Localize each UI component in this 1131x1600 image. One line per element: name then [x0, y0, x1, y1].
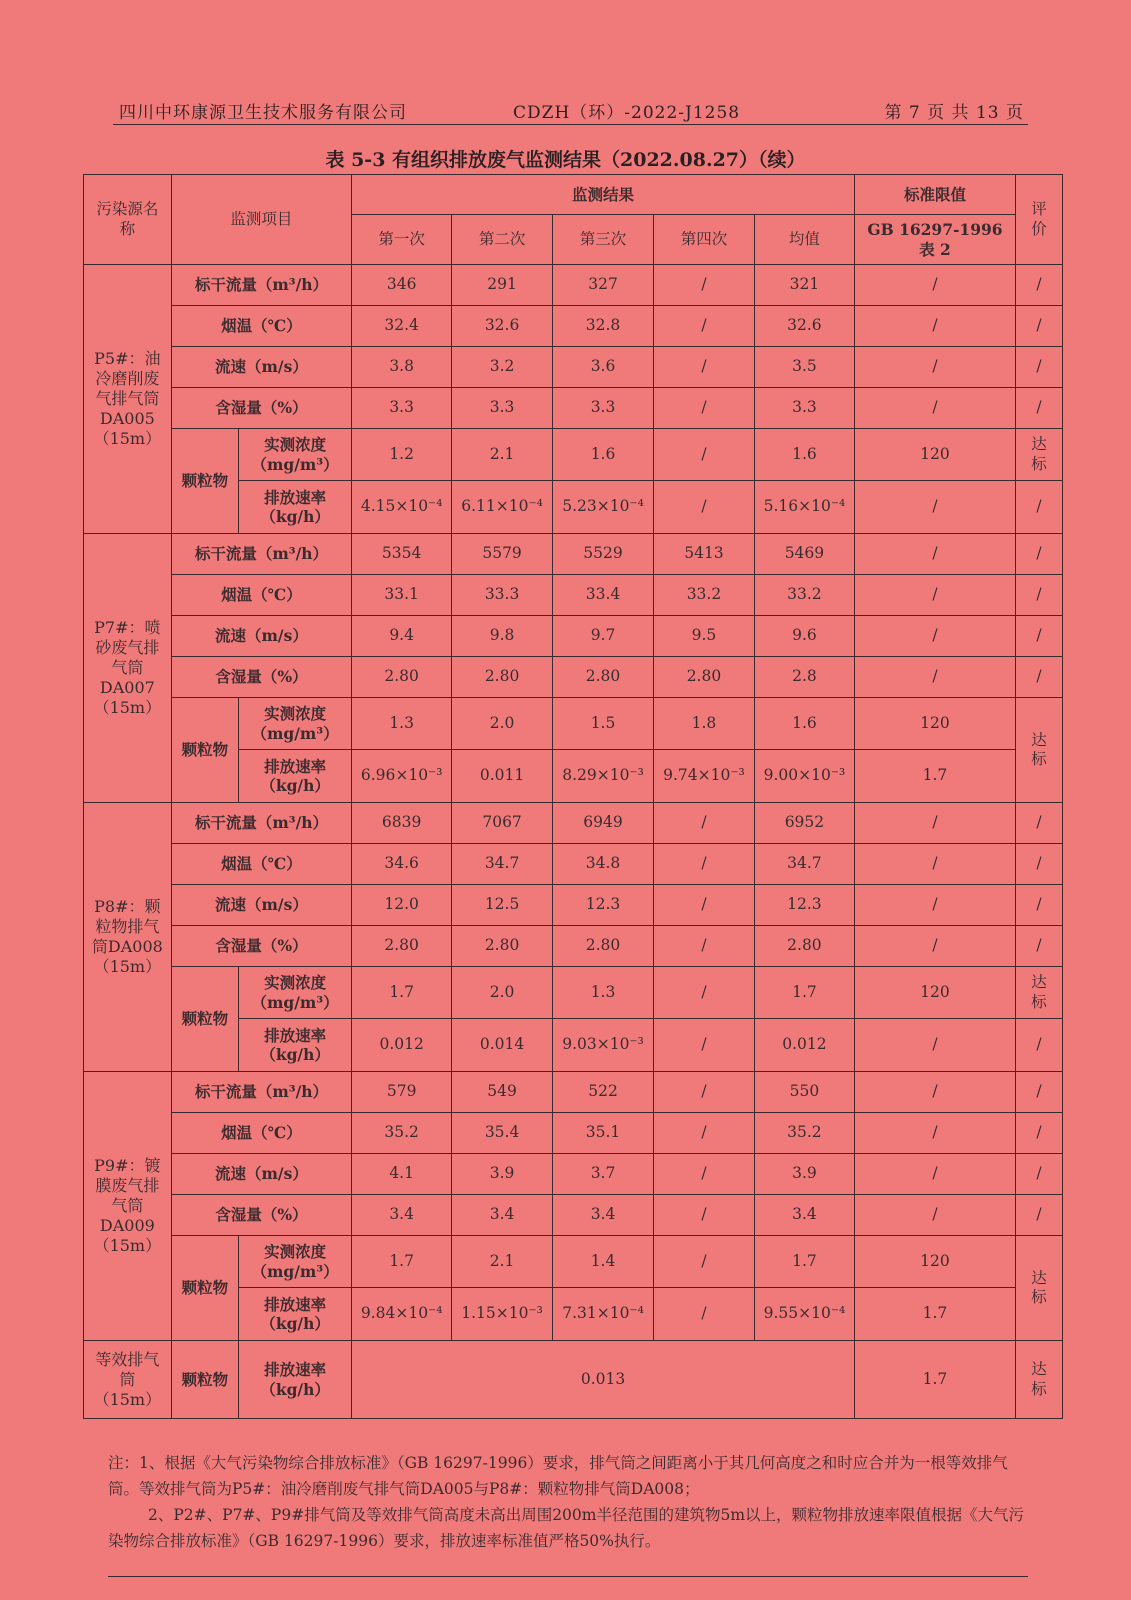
limit-value: 120 [854, 1236, 1015, 1288]
col-header-run: 第一次 [352, 215, 452, 265]
result-value: 33.1 [352, 575, 452, 616]
result-value: 32.4 [352, 306, 452, 347]
monitor-item: 烟温（℃） [171, 1113, 352, 1154]
result-value: / [653, 347, 754, 388]
result-value: 34.7 [452, 844, 553, 885]
result-value: 35.2 [754, 1113, 854, 1154]
pollutant-name: 颗粒物 [171, 698, 238, 803]
result-value: 0.011 [452, 750, 553, 803]
result-value: 327 [553, 265, 654, 306]
limit-value: / [854, 1154, 1015, 1195]
result-value: 2.80 [553, 657, 654, 698]
note-1: 注：1、根据《大气污染物综合排放标准》（GB 16297-1996）要求，排气筒之间距离小于其几何高度之和时应合并为一根等效排气筒。等效排气筒为P5#：油冷磨削废气排气筒DA005与P8#：颗粒物排气筒DA008； [108, 1454, 1008, 1498]
monitor-subitem: 排放速率（kg/h） [238, 1019, 351, 1072]
result-value: 32.6 [452, 306, 553, 347]
result-value: / [653, 306, 754, 347]
result-value: / [653, 844, 754, 885]
result-value: 2.80 [754, 926, 854, 967]
result-value: 5413 [653, 534, 754, 575]
monitor-item: 含湿量（%） [171, 657, 352, 698]
result-value: 1.7 [754, 967, 854, 1019]
result-value: / [653, 1072, 754, 1113]
result-value: 579 [352, 1072, 452, 1113]
limit-value: / [854, 1019, 1015, 1072]
monitor-item: 标干流量（m³/h） [171, 534, 352, 575]
table-row [84, 844, 1063, 885]
limit-value: / [854, 534, 1015, 575]
result-value: / [653, 803, 754, 844]
result-value: 1.6 [754, 698, 854, 750]
col-header-item: 监测项目 [171, 175, 352, 265]
limit-value: / [854, 616, 1015, 657]
result-value: / [653, 1019, 754, 1072]
result-value: 3.5 [754, 347, 854, 388]
result-value: 3.4 [452, 1195, 553, 1236]
table-row [84, 1154, 1063, 1195]
table-row [84, 1236, 1063, 1288]
result-value: 4.15×10⁻⁴ [352, 481, 452, 534]
table-row [84, 657, 1063, 698]
limit-value: / [854, 926, 1015, 967]
result-value: / [653, 1113, 754, 1154]
result-value: 9.00×10⁻³ [754, 750, 854, 803]
result-value: 2.1 [452, 1236, 553, 1288]
result-value: 3.3 [352, 388, 452, 429]
result-value: 291 [452, 265, 553, 306]
equiv-row [84, 1341, 1063, 1419]
col-header-source: 污染源名称 [84, 175, 172, 265]
result-value: 1.8 [653, 698, 754, 750]
evaluation: / [1016, 1154, 1063, 1195]
result-value: 9.7 [553, 616, 654, 657]
monitor-subitem: 排放速率（kg/h） [238, 1341, 351, 1419]
monitor-item: 烟温（℃） [171, 844, 352, 885]
source-name: P9#：镀膜废气排气筒DA009（15m） [84, 1072, 172, 1341]
result-value: 12.0 [352, 885, 452, 926]
evaluation: / [1016, 1072, 1063, 1113]
result-value: 2.80 [553, 926, 654, 967]
result-value: 33.4 [553, 575, 654, 616]
monitor-item: 含湿量（%） [171, 1195, 352, 1236]
result-value: 35.4 [452, 1113, 553, 1154]
result-value: 9.84×10⁻⁴ [352, 1288, 452, 1341]
monitor-item: 标干流量（m³/h） [171, 265, 352, 306]
result-value: 1.2 [352, 429, 452, 481]
monitor-subitem: 排放速率（kg/h） [238, 750, 351, 803]
result-value: 34.8 [553, 844, 654, 885]
monitor-subitem: 实测浓度（mg/m³） [238, 429, 351, 481]
table-row [84, 306, 1063, 347]
result-value: 3.9 [754, 1154, 854, 1195]
result-value: 34.7 [754, 844, 854, 885]
result-value: 2.8 [754, 657, 854, 698]
monitor-subitem: 排放速率（kg/h） [238, 1288, 351, 1341]
limit-value: 1.7 [854, 1288, 1015, 1341]
evaluation: / [1016, 575, 1063, 616]
result-value: 9.6 [754, 616, 854, 657]
result-value: / [653, 388, 754, 429]
result-value: 6952 [754, 803, 854, 844]
table-row [84, 534, 1063, 575]
result-value: 1.6 [553, 429, 654, 481]
evaluation: 达标 [1016, 1341, 1063, 1419]
result-value: 6.96×10⁻³ [352, 750, 452, 803]
col-header-standard: GB 16297-1996 表 2 [854, 215, 1015, 265]
limit-value: / [854, 306, 1015, 347]
table-row [84, 347, 1063, 388]
result-value: 2.0 [452, 967, 553, 1019]
result-value: 34.6 [352, 844, 452, 885]
result-value: 1.3 [553, 967, 654, 1019]
evaluation: / [1016, 616, 1063, 657]
monitor-item: 流速（m/s） [171, 347, 352, 388]
monitor-item: 含湿量（%） [171, 926, 352, 967]
result-value: 2.80 [653, 657, 754, 698]
source-name: 等效排气筒（15m） [84, 1341, 172, 1419]
result-value: 9.74×10⁻³ [653, 750, 754, 803]
result-value: / [653, 1236, 754, 1288]
monitor-item: 标干流量（m³/h） [171, 803, 352, 844]
monitor-subitem: 实测浓度（mg/m³） [238, 1236, 351, 1288]
result-value: 1.3 [352, 698, 452, 750]
source-name: P8#：颗粒物排气筒DA008（15m） [84, 803, 172, 1072]
table-row [84, 885, 1063, 926]
result-value: 3.7 [553, 1154, 654, 1195]
result-value: 9.8 [452, 616, 553, 657]
result-value: 0.012 [352, 1019, 452, 1072]
result-value: 0.014 [452, 1019, 553, 1072]
pollutant-name: 颗粒物 [171, 429, 238, 534]
result-value: 1.6 [754, 429, 854, 481]
result-value: 12.3 [754, 885, 854, 926]
notes [108, 1450, 1033, 1554]
result-value: 3.3 [754, 388, 854, 429]
result-value: / [653, 1288, 754, 1341]
evaluation: / [1016, 306, 1063, 347]
result-value: 7067 [452, 803, 553, 844]
result-value: 2.80 [452, 657, 553, 698]
result-value: 1.7 [352, 1236, 452, 1288]
footer-divider [108, 1576, 1028, 1577]
evaluation: 达标 [1016, 967, 1063, 1019]
result-value: 1.5 [553, 698, 654, 750]
result-value: 33.2 [653, 575, 754, 616]
limit-value: / [854, 803, 1015, 844]
limit-value: 120 [854, 698, 1015, 750]
source-name: P5#：油冷磨削废气排气筒DA005（15m） [84, 265, 172, 534]
monitor-item: 烟温（℃） [171, 575, 352, 616]
limit-value: 1.7 [854, 1341, 1015, 1419]
result-value: / [653, 926, 754, 967]
result-value: 9.55×10⁻⁴ [754, 1288, 854, 1341]
limit-value: / [854, 1072, 1015, 1113]
table-row [84, 265, 1063, 306]
result-value: 3.4 [754, 1195, 854, 1236]
result-value: 1.7 [352, 967, 452, 1019]
result-value: 0.012 [754, 1019, 854, 1072]
page-header [113, 94, 1028, 125]
limit-value: 120 [854, 429, 1015, 481]
table-row [84, 1072, 1063, 1113]
result-value: 3.9 [452, 1154, 553, 1195]
result-value: 2.80 [352, 657, 452, 698]
limit-value: / [854, 1195, 1015, 1236]
evaluation: / [1016, 481, 1063, 534]
result-value: 1.7 [754, 1236, 854, 1288]
col-header-run: 第三次 [553, 215, 654, 265]
company-name: 四川中环康源卫生技术服务有限公司 [119, 103, 407, 123]
col-header-limit: 标准限值 [854, 175, 1015, 215]
evaluation: / [1016, 347, 1063, 388]
monitor-item: 流速（m/s） [171, 885, 352, 926]
result-value: 3.3 [553, 388, 654, 429]
table-row [84, 388, 1063, 429]
result-value: 549 [452, 1072, 553, 1113]
result-value: 5.16×10⁻⁴ [754, 481, 854, 534]
evaluation: / [1016, 803, 1063, 844]
monitor-item: 含湿量（%） [171, 388, 352, 429]
monitor-subitem: 实测浓度（mg/m³） [238, 698, 351, 750]
evaluation: 达标 [1016, 698, 1063, 803]
evaluation: / [1016, 926, 1063, 967]
evaluation: / [1016, 885, 1063, 926]
result-value: 2.0 [452, 698, 553, 750]
result-value: 1.15×10⁻³ [452, 1288, 553, 1341]
table-row [84, 698, 1063, 750]
result-value: 32.6 [754, 306, 854, 347]
monitor-subitem: 排放速率（kg/h） [238, 481, 351, 534]
table-row [84, 967, 1063, 1019]
col-header-run: 第四次 [653, 215, 754, 265]
evaluation: / [1016, 534, 1063, 575]
result-value: / [653, 1195, 754, 1236]
result-value: 550 [754, 1072, 854, 1113]
limit-value: / [854, 575, 1015, 616]
pollutant-name: 颗粒物 [171, 1341, 238, 1419]
note-2: 2、P2#、P7#、P9#排气筒及等效排气筒高度未高出周围200m半径范围的建筑物5m以上，颗粒物排放速率限值根据《大气污染物综合排放标准》（GB 16297-1996）要求，排放速率标准值严格50%执行。 [108, 1506, 1025, 1550]
evaluation: / [1016, 844, 1063, 885]
result-value: 5469 [754, 534, 854, 575]
table-row [84, 1195, 1063, 1236]
result-value: 35.2 [352, 1113, 452, 1154]
result-value: 3.2 [452, 347, 553, 388]
report-code: CDZH（环）-2022-J1258 [513, 103, 741, 123]
result-value: 6839 [352, 803, 452, 844]
limit-value: / [854, 657, 1015, 698]
col-header-results: 监测结果 [352, 175, 855, 215]
result-value: 33.3 [452, 575, 553, 616]
result-value: 1.4 [553, 1236, 654, 1288]
result-value: 2.80 [352, 926, 452, 967]
page-number: 第 7 页 共 13 页 [884, 103, 1024, 123]
evaluation: / [1016, 1195, 1063, 1236]
result-value: 5.23×10⁻⁴ [553, 481, 654, 534]
monitor-item: 流速（m/s） [171, 1154, 352, 1195]
result-value: 3.8 [352, 347, 452, 388]
monitor-subitem: 实测浓度（mg/m³） [238, 967, 351, 1019]
result-value: 5529 [553, 534, 654, 575]
header-row [84, 175, 1063, 215]
monitor-item: 流速（m/s） [171, 616, 352, 657]
source-name: P7#：喷砂废气排气筒DA007（15m） [84, 534, 172, 803]
limit-value: 120 [854, 967, 1015, 1019]
result-value: 12.5 [452, 885, 553, 926]
result-value: 0.013 [352, 1341, 855, 1419]
result-value: 7.31×10⁻⁴ [553, 1288, 654, 1341]
result-value: 5354 [352, 534, 452, 575]
result-value: / [653, 429, 754, 481]
limit-value: / [854, 347, 1015, 388]
result-value: 9.4 [352, 616, 452, 657]
evaluation: / [1016, 1113, 1063, 1154]
limit-value: / [854, 844, 1015, 885]
result-value: / [653, 1154, 754, 1195]
monitor-item: 标干流量（m³/h） [171, 1072, 352, 1113]
result-value: 321 [754, 265, 854, 306]
result-value: 12.3 [553, 885, 654, 926]
result-value: 3.4 [553, 1195, 654, 1236]
result-value: 522 [553, 1072, 654, 1113]
col-header-eval: 评价 [1016, 175, 1063, 265]
result-value: 5579 [452, 534, 553, 575]
evaluation: / [1016, 657, 1063, 698]
table-row [84, 575, 1063, 616]
emission-results-table [83, 174, 1063, 1419]
result-value: 3.3 [452, 388, 553, 429]
limit-value: / [854, 265, 1015, 306]
result-value: 6949 [553, 803, 654, 844]
evaluation: 达标 [1016, 429, 1063, 481]
table-row [84, 926, 1063, 967]
pollutant-name: 颗粒物 [171, 967, 238, 1072]
result-value: 9.5 [653, 616, 754, 657]
table-row [84, 616, 1063, 657]
limit-value: / [854, 388, 1015, 429]
result-value: 2.80 [452, 926, 553, 967]
table-row [84, 429, 1063, 481]
result-value: 8.29×10⁻³ [553, 750, 654, 803]
pollutant-name: 颗粒物 [171, 1236, 238, 1341]
col-header-run: 第二次 [452, 215, 553, 265]
result-value: 35.1 [553, 1113, 654, 1154]
result-value: 33.2 [754, 575, 854, 616]
result-value: 346 [352, 265, 452, 306]
result-value: / [653, 885, 754, 926]
limit-value: / [854, 1113, 1015, 1154]
result-value: / [653, 265, 754, 306]
result-value: 9.03×10⁻³ [553, 1019, 654, 1072]
result-value: 6.11×10⁻⁴ [452, 481, 553, 534]
table-row [84, 803, 1063, 844]
table-title: 表 5-3 有组织排放废气监测结果（2022.08.27）（续） [325, 149, 806, 171]
result-value: 3.6 [553, 347, 654, 388]
evaluation: / [1016, 388, 1063, 429]
result-value: / [653, 967, 754, 1019]
limit-value: 1.7 [854, 750, 1015, 803]
limit-value: / [854, 481, 1015, 534]
evaluation: / [1016, 1019, 1063, 1072]
result-value: 2.1 [452, 429, 553, 481]
result-value: 32.8 [553, 306, 654, 347]
result-value: / [653, 481, 754, 534]
col-header-run: 均值 [754, 215, 854, 265]
monitor-item: 烟温（℃） [171, 306, 352, 347]
limit-value: / [854, 885, 1015, 926]
table-row [84, 1113, 1063, 1154]
result-value: 3.4 [352, 1195, 452, 1236]
evaluation: 达标 [1016, 1236, 1063, 1341]
result-value: 4.1 [352, 1154, 452, 1195]
evaluation: / [1016, 265, 1063, 306]
